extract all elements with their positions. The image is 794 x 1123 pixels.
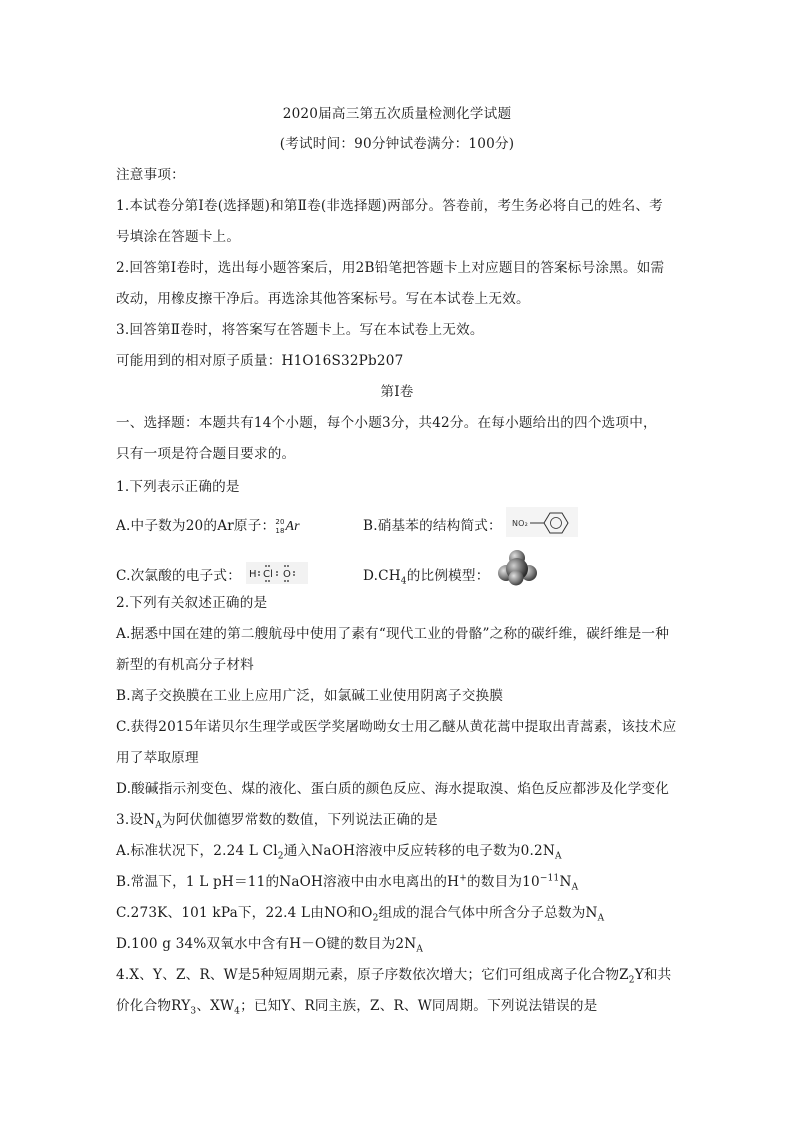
- q4-line2-c: ；已知Y、R同主族，Z、R、W同周期。下列说法错误的是: [240, 998, 598, 1014]
- q3-stem-pre: 3.设N: [116, 812, 156, 828]
- notice-item-2b: 改动，用橡皮擦干净后。再选涂其他答案标号。写在本试卷上无效。: [116, 291, 530, 307]
- q3-stem-post: 为阿伏伽德罗常数的数值，下列说法正确的是: [161, 812, 438, 828]
- q3-a-sub2: A: [554, 851, 562, 862]
- q3-stem-sub: A: [155, 820, 162, 831]
- q4-line2-a: 价化合物RY: [116, 998, 191, 1014]
- q4-line2-sub2: 4: [234, 1006, 241, 1017]
- q1-option-d: [363, 566, 540, 587]
- q3-stem: [116, 810, 438, 830]
- nitro-group-label: NO₂: [512, 518, 529, 528]
- q3-option-b: [116, 872, 578, 892]
- q4-line2: [116, 996, 597, 1016]
- section-intro-a: 一、选择题：本题共有14个小题，每个小题3分，共42分。在每小题给出的四个选项中，: [116, 415, 657, 431]
- section-intro-b: 只有一项是符合题目要求的。: [116, 446, 296, 462]
- q1-b-text: B.硝基苯的结构简式：: [363, 518, 502, 534]
- svg-text:Cl: Cl: [262, 568, 273, 580]
- q4-line1-post: Y和共: [634, 967, 672, 983]
- ar-nuclide-notation: [275, 517, 285, 537]
- svg-text:H: H: [248, 568, 257, 580]
- q3-option-a: [116, 841, 562, 861]
- section-title: 第Ⅰ卷: [380, 384, 414, 400]
- q4-line1-sub: 2: [628, 975, 635, 986]
- q3-option-c: [116, 903, 604, 923]
- svg-text:O: O: [282, 568, 291, 580]
- q2-option-c-line2: 用了萃取原理: [116, 750, 199, 766]
- exam-title: 2020届高三第五次质量检测化学试题: [282, 106, 512, 122]
- ar-symbol: Ar: [285, 519, 300, 534]
- q1-c-text: C.次氯酸的电子式：: [116, 568, 241, 584]
- faint-watermark: [640, 762, 790, 792]
- q3-d-pre: D.100 g 34%双氧水中含有H－O键的数目为2N: [116, 936, 417, 952]
- notice-item-1a: 1.本试卷分第Ⅰ卷(选择题)和第Ⅱ卷(非选择题)两部分。答卷前，考生务必将自己的姓名、考: [116, 198, 663, 214]
- q3-c-sub2: A: [597, 913, 605, 924]
- methane-space-filling-model-image: [494, 547, 540, 587]
- q2-option-c-line1: C.获得2015年诺贝尔生理学或医学奖屠呦呦女士用乙醚从黄花蒿中提取出青蒿素，该技术应: [116, 719, 677, 735]
- q2-option-a-line2: 新型的有机高分子材料: [116, 657, 254, 673]
- q4-line1-pre: 4.X、Y、Z、R、W是5种短周期元素，原子序数依次增大；它们可组成离子化合物Z: [116, 967, 629, 983]
- q3-b-sup2: −11: [539, 873, 560, 884]
- q1-option-b: [363, 516, 578, 537]
- ar-mass-number: 20: [275, 517, 285, 526]
- notice-item-1b: 号填涂在答题卡上。: [116, 229, 241, 245]
- ar-atomic-number: 18: [275, 526, 285, 535]
- q3-option-d: [116, 934, 423, 954]
- hypochlorous-acid-electron-formula-image: [246, 562, 308, 584]
- q1-d-text-post: 的比例模型：: [406, 568, 490, 584]
- q3-b-pre: B.常温下，1 L pH＝11的NaOH溶液中由水电离出的H: [116, 874, 460, 890]
- q1-d-text-pre: D.CH: [363, 568, 401, 584]
- notice-heading: 注意事项：: [116, 167, 185, 183]
- q3-b-sup: +: [459, 873, 467, 884]
- q3-d-sub: A: [416, 944, 424, 955]
- q3-a-pre: A.标准状况下，2.24 L Cl: [116, 843, 278, 859]
- nitrobenzene-structure-image: [506, 507, 578, 537]
- q1-a-text: A.中子数为20的Ar原子：: [116, 518, 276, 534]
- notice-item-2a: 2.回答第Ⅰ卷时，选出每小题答案后，用2B铅笔把答题卡上对应题目的答案标号涂黑。如需: [116, 260, 665, 276]
- atomic-mass-line: 可能用到的相对原子质量：H1O16S32Pb207: [116, 353, 404, 369]
- q4-line2-b: 、XW: [196, 998, 235, 1014]
- q2-option-d: D.酸碱指示剂变色、煤的液化、蛋白质的颜色反应、海水提取溴、焰色反应都涉及化学变化: [116, 781, 670, 797]
- notice-item-3: 3.回答第Ⅱ卷时，将答案写在答题卡上。写在本试卷上无效。: [116, 322, 484, 338]
- q1-d-sub: 4: [400, 576, 407, 587]
- q3-a-mid: 通入NaOH溶液中反应转移的电子数为0.2N: [283, 843, 555, 859]
- q1-stem: 1.下列表示正确的是: [116, 479, 240, 495]
- q3-b-end: N: [559, 874, 572, 890]
- q3-c-sub: 2: [372, 913, 379, 924]
- q4-line2-sub1: 3: [190, 1006, 197, 1017]
- q1-option-c: [116, 566, 308, 586]
- q2-option-a-line1: A.据悉中国在建的第二艘航母中使用了素有“现代工业的骨骼”之称的碳纤维，碳纤维是一种: [116, 626, 669, 642]
- q3-c-mid: 组成的混合气体中所含分子总数为N: [378, 905, 598, 921]
- q2-stem: 2.下列有关叙述正确的是: [116, 595, 268, 611]
- q2-option-b: B.离子交换膜在工业上应用广泛，如氯碱工业使用阴离子交换膜: [116, 688, 504, 704]
- q1-option-a: [116, 516, 300, 537]
- q4-line1: [116, 965, 671, 985]
- exam-subtitle: (考试时间：90分钟试卷满分：100分): [279, 136, 515, 152]
- q3-b-mid: 的数目为10: [467, 874, 540, 890]
- q3-b-sub: A: [571, 882, 579, 893]
- q3-c-pre: C.273K、101 kPa下，22.4 L由NO和O: [116, 905, 373, 921]
- q3-a-sub: 2: [277, 851, 284, 862]
